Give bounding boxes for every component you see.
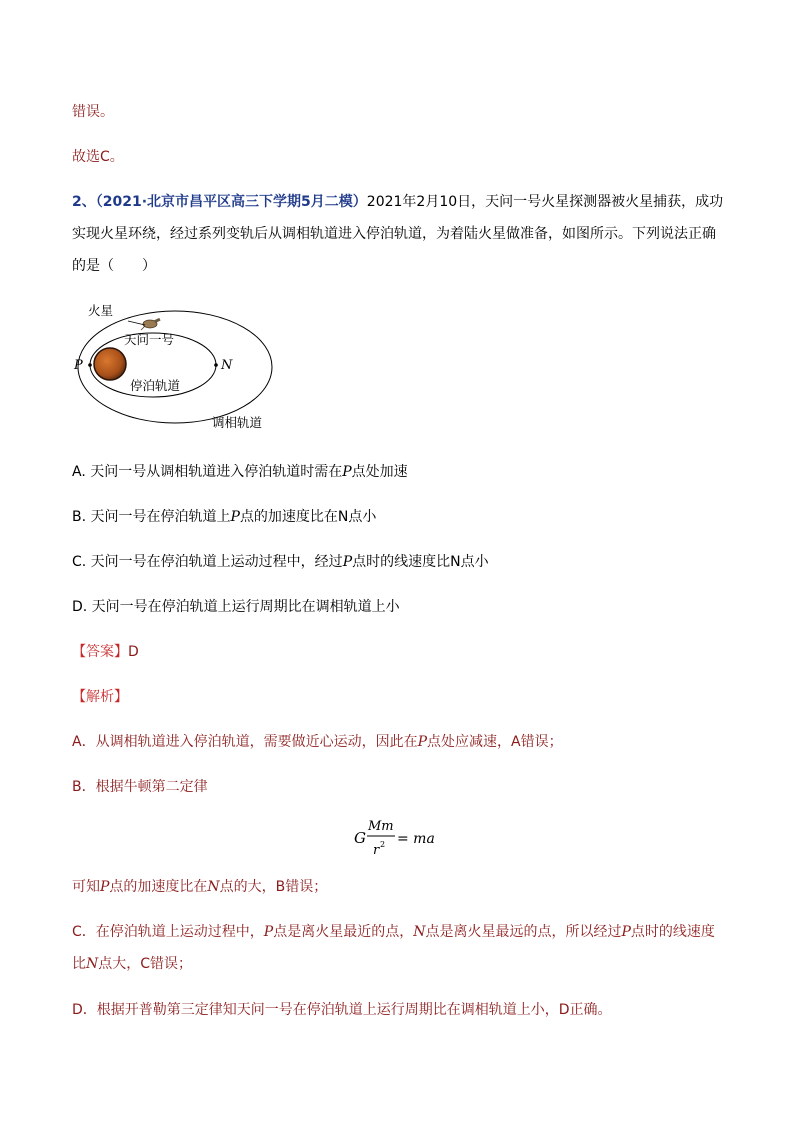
analysis-d: D．根据开普勒第三定律知天问一号在停泊轨道上运行周期比在调相轨道上小，D正确。 xyxy=(72,1002,612,1018)
option-c-text-1: C. 天问一号在停泊轨道上运动过程中，经过 xyxy=(72,554,343,570)
point-n-label: N xyxy=(221,358,233,373)
formula-exponent: 2 xyxy=(380,840,386,849)
option-c-text-2: 点时的线速度比N点小 xyxy=(352,554,489,570)
question-source: （2021·北京市昌平区高三下学期5月二模） xyxy=(95,194,367,210)
analysis-c2-text-2: 点大，C错误； xyxy=(98,956,193,972)
formula-denominator: r xyxy=(373,843,380,858)
analysis-c-var-3: P xyxy=(621,924,631,940)
option-c-var: P xyxy=(342,554,353,570)
mars-label-pointer xyxy=(128,321,145,325)
mars-planet xyxy=(94,348,126,380)
answer-tag: 【答案】 xyxy=(72,644,128,660)
analysis-c-text-2: 点是离火星最近的点， xyxy=(273,924,414,940)
analysis-c-line-2 xyxy=(72,954,192,974)
analysis-b-text-3: 点的大，B错误； xyxy=(219,879,328,895)
analysis-c-text-3: 点是离火星最远的点，所以经过 xyxy=(425,924,622,940)
phasing-orbit-label: 调相轨道 xyxy=(212,415,263,430)
option-b-text-1: B. 天问一号在停泊轨道上 xyxy=(72,509,231,525)
analysis-c2-text-1: 比 xyxy=(72,956,86,972)
answer-value: D xyxy=(128,644,139,660)
question-stem-line-1 xyxy=(72,192,723,212)
formula-numerator: Mm xyxy=(368,819,394,834)
question-number: 2、 xyxy=(72,194,96,210)
point-p-label: P xyxy=(74,358,83,373)
previous-error-text: 错误。 xyxy=(72,104,114,120)
probe-icon xyxy=(141,318,161,330)
parking-orbit-label: 停泊轨道 xyxy=(130,378,181,393)
orbit-diagram xyxy=(68,295,288,440)
option-d: D. 天问一号在停泊轨道上运行周期比在调相轨道上小 xyxy=(72,599,400,615)
newton-formula xyxy=(352,814,442,862)
option-b-var: P xyxy=(230,509,240,525)
option-b-text-2: 点的加速度比在N点小 xyxy=(239,509,377,525)
analysis-tag: 【解析】 xyxy=(72,689,128,705)
analysis-c-var-1: P xyxy=(263,924,274,940)
analysis-a-text-2: 点处应减速，A错误； xyxy=(427,734,563,750)
analysis-b-var-1: P xyxy=(100,879,110,895)
analysis-a-var: P xyxy=(417,734,427,750)
analysis-b-text-1: 可知 xyxy=(72,879,100,895)
question-text-1: 2021年2月10日，天问一号火星探测器被火星捕获，成功 xyxy=(366,194,724,210)
analysis-b-conclusion xyxy=(72,877,327,897)
analysis-b-var-2: N xyxy=(207,879,220,895)
option-b xyxy=(72,507,376,527)
analysis-c-line-1 xyxy=(72,922,715,942)
option-a-text-1: A. 天问一号从调相轨道进入停泊轨道时需在 xyxy=(72,464,343,480)
analysis-c-text-4: 点时的线速度 xyxy=(630,924,715,940)
option-c xyxy=(72,552,489,572)
formula-rhs: = ma xyxy=(397,831,435,847)
question-stem-line-3: 的是（ ） xyxy=(72,258,156,274)
analysis-c2-var: N xyxy=(86,956,99,972)
option-a-text-2: 点处加速 xyxy=(351,464,408,480)
analysis-a xyxy=(72,732,563,752)
answer-line xyxy=(72,642,139,662)
analysis-b-intro: B．根据牛顿第二定律 xyxy=(72,779,208,795)
mars-label: 火星 xyxy=(88,303,114,318)
analysis-b-text-2: 点的加速度比在 xyxy=(109,879,208,895)
previous-choice-text: 故选C。 xyxy=(72,149,124,165)
formula-g: G xyxy=(354,829,366,847)
analysis-c-text-1: C．在停泊轨道上运动过程中， xyxy=(72,924,264,940)
analysis-a-text-1: A．从调相轨道进入停泊轨道，需要做近心运动，因此在 xyxy=(72,734,418,750)
point-n-dot xyxy=(214,363,218,367)
option-a xyxy=(72,462,408,482)
question-stem-line-2: 实现火星环绕，经过系列变轨后从调相轨道进入停泊轨道，为着陆火星做准备，如图所示。下列说法正确 xyxy=(72,226,716,242)
analysis-c-var-2: N xyxy=(413,924,426,940)
point-p-dot xyxy=(88,363,92,367)
probe-label: 天问一号 xyxy=(124,332,175,347)
option-a-var: P xyxy=(342,464,352,480)
